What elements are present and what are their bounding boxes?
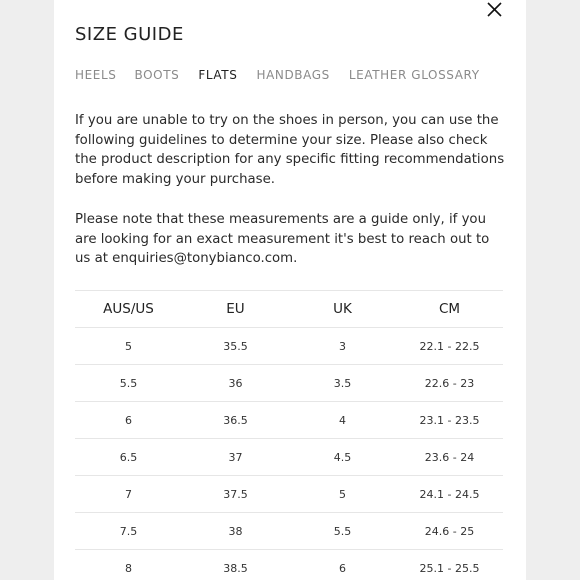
table-row [75, 365, 503, 402]
table-cell: 36.5 [182, 402, 289, 439]
table-cell: 6 [289, 550, 396, 580]
table-row [75, 513, 503, 550]
table-cell: 5.5 [75, 365, 182, 402]
modal-title: SIZE GUIDE [75, 24, 184, 45]
close-icon [482, 0, 506, 22]
table-cell: 5 [75, 328, 182, 365]
tab-leather-glossary[interactable]: LEATHER GLOSSARY [348, 68, 480, 82]
table-row [75, 439, 503, 476]
column-header-aus-us: AUS/US [75, 291, 182, 328]
table-cell: 37.5 [182, 476, 289, 513]
table-cell: 6 [75, 402, 182, 439]
table-cell: 22.6 - 23 [396, 365, 503, 402]
table-row [75, 328, 503, 365]
table-cell: 38.5 [182, 550, 289, 580]
table-row [75, 402, 503, 439]
table-cell: 3 [289, 328, 396, 365]
table-row [75, 476, 503, 513]
table-cell: 7.5 [75, 513, 182, 550]
column-header-eu: EU [182, 291, 289, 328]
size-guide-tabs [75, 68, 480, 82]
table-cell: 23.1 - 23.5 [396, 402, 503, 439]
table-cell: 24.1 - 24.5 [396, 476, 503, 513]
intro-text: If you are unable to try on the shoes in person, you can use the following guidelines to determine your size. Please also check the product description for any specific fitting recommendations before making your purchase. [75, 113, 505, 187]
size-table [75, 290, 503, 580]
table-cell: 3.5 [289, 365, 396, 402]
table-row [75, 550, 503, 580]
column-header-cm: CM [396, 291, 503, 328]
table-cell: 5 [289, 476, 396, 513]
tab-handbags[interactable]: HANDBAGS [256, 68, 330, 82]
table-cell: 4 [289, 402, 396, 439]
table-cell: 25.1 - 25.5 [396, 550, 503, 580]
close-button[interactable] [482, 0, 506, 22]
table-cell: 24.6 - 25 [396, 513, 503, 550]
modal-backdrop[interactable] [0, 0, 54, 580]
table-cell: 4.5 [289, 439, 396, 476]
table-cell: 23.6 - 24 [396, 439, 503, 476]
table-cell: 8 [75, 550, 182, 580]
table-header-row [75, 291, 503, 328]
table-cell: 22.1 - 22.5 [396, 328, 503, 365]
tab-flats[interactable]: FLATS [198, 68, 238, 82]
tab-boots[interactable]: BOOTS [134, 68, 180, 82]
modal-backdrop[interactable] [526, 0, 580, 580]
note-text: Please note that these measurements are a guide only, if you are looking for an exact measurement it's best to reach out to us at enquiries@tonybianco.com. [75, 212, 490, 266]
tab-heels[interactable]: HEELS [75, 68, 117, 82]
table-cell: 37 [182, 439, 289, 476]
column-header-uk: UK [289, 291, 396, 328]
table-cell: 7 [75, 476, 182, 513]
table-cell: 38 [182, 513, 289, 550]
table-cell: 6.5 [75, 439, 182, 476]
table-cell: 5.5 [289, 513, 396, 550]
table-cell: 35.5 [182, 328, 289, 365]
table-cell: 36 [182, 365, 289, 402]
